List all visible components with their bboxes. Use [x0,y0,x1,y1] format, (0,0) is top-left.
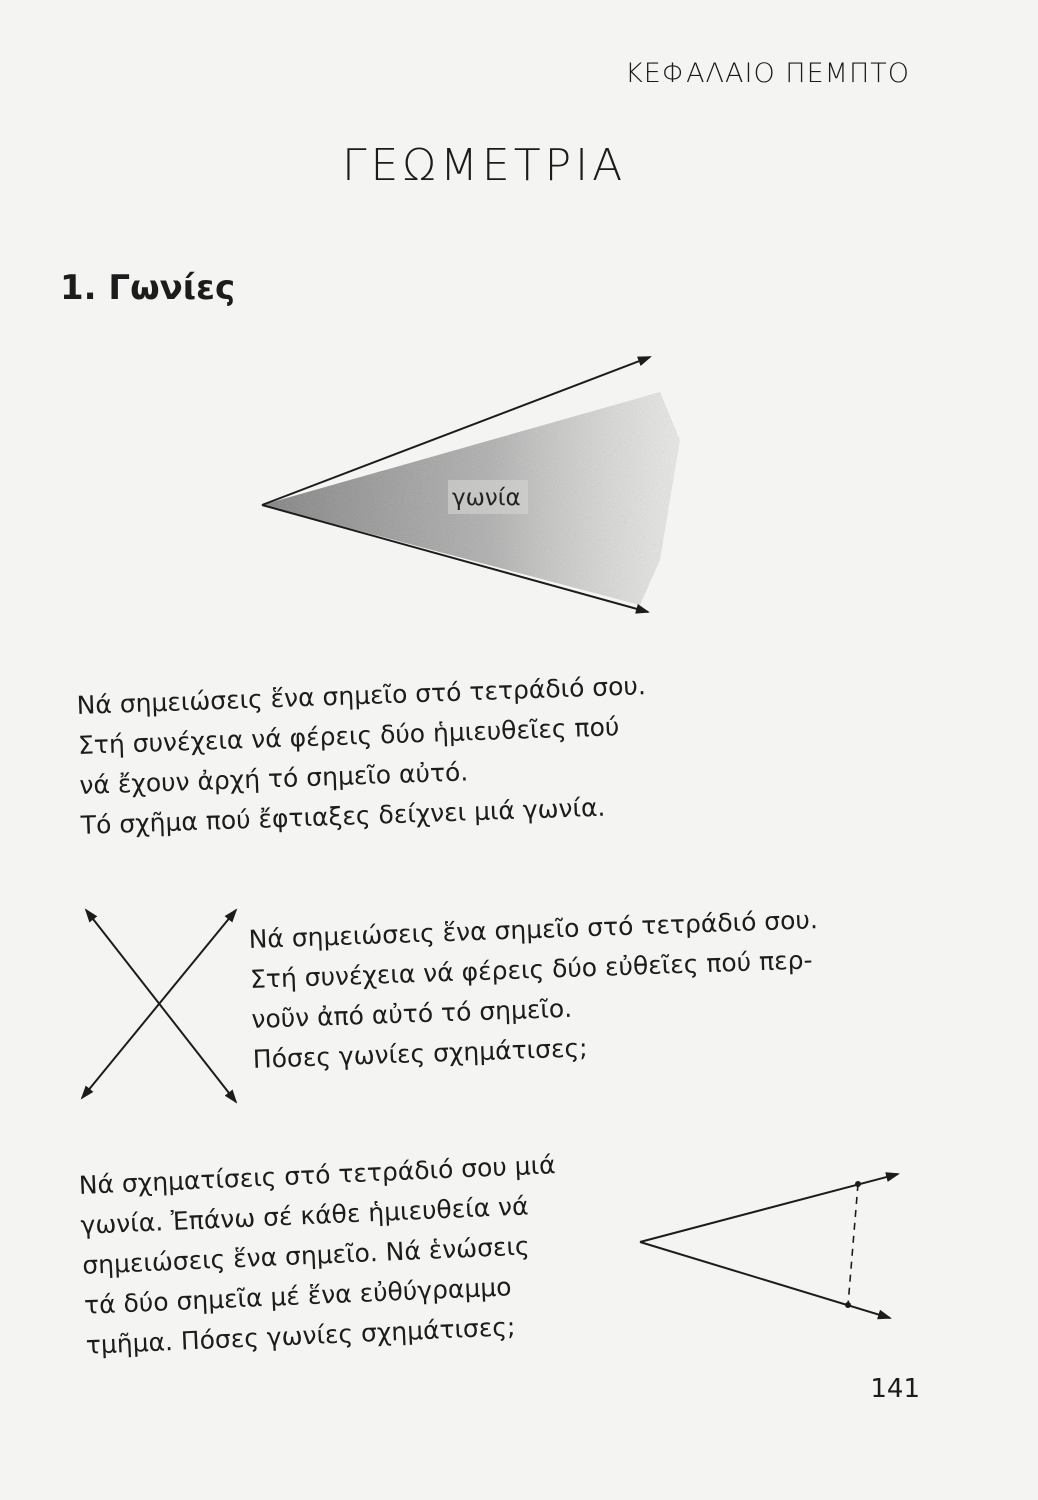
connecting-segment [848,1184,858,1305]
paragraph-2-line: Πόσες γωνίες σχημάτισες; [252,1033,589,1074]
point-on-upper-ray [855,1181,861,1187]
page-title: ΓΕΩΜΕΤΡΙΑ [342,140,627,191]
paragraph-3-line: σημειώσεις ἕνα σημεῖο. Νά ἑνώσεις [81,1231,531,1280]
paragraph-3-line: τμῆμα. Πόσες γωνίες σχημάτισες; [85,1312,516,1360]
paragraph-3-line: γωνία. Ἐπάνω σέ κάθε ἡμιευθεία νά [79,1191,530,1240]
paragraph-1-line: Στή συνέχεια νά φέρεις δύο ἡμιευθεῖες πού [77,712,620,760]
page-number: 141 [870,1374,920,1404]
angle-label: γωνία [452,485,521,511]
paragraph-1-line: Νά σημειώσεις ἕνα σημεῖο στό τετράδιό σου. [76,671,647,720]
point-on-lower-ray [845,1302,851,1308]
paragraph-1-line: νά ἔχουν ἀρχή τό σημεῖο αὐτό. [78,757,469,800]
paragraph-2-line: Στή συνέχεια νά φέρεις δύο εὐθεῖες πού περ- [249,945,813,994]
paragraph-1-line: Τό σχῆμα πού ἔφτιαξες δείχνει μιά γωνία. [80,792,606,840]
paragraph-3-line: τά δύο σημεῖα μέ ἕνα εὐθύγραμμο [83,1272,513,1320]
chapter-header: ΚΕΦΑΛΑΙΟ ΠΕΜΠΤΟ [625,58,910,89]
paragraph-3-line: Νά σχηματίσεις στό τετράδιό σου μιά [78,1150,557,1200]
paragraph-2-line: νοῦν ἀπό αὐτό τό σημεῖο. [250,993,573,1034]
section-heading: 1. Γωνίες [60,268,236,308]
paragraph-2-line: Νά σημειώσεις ἕνα σημεῖο στό τετράδιό σου. [248,905,819,954]
